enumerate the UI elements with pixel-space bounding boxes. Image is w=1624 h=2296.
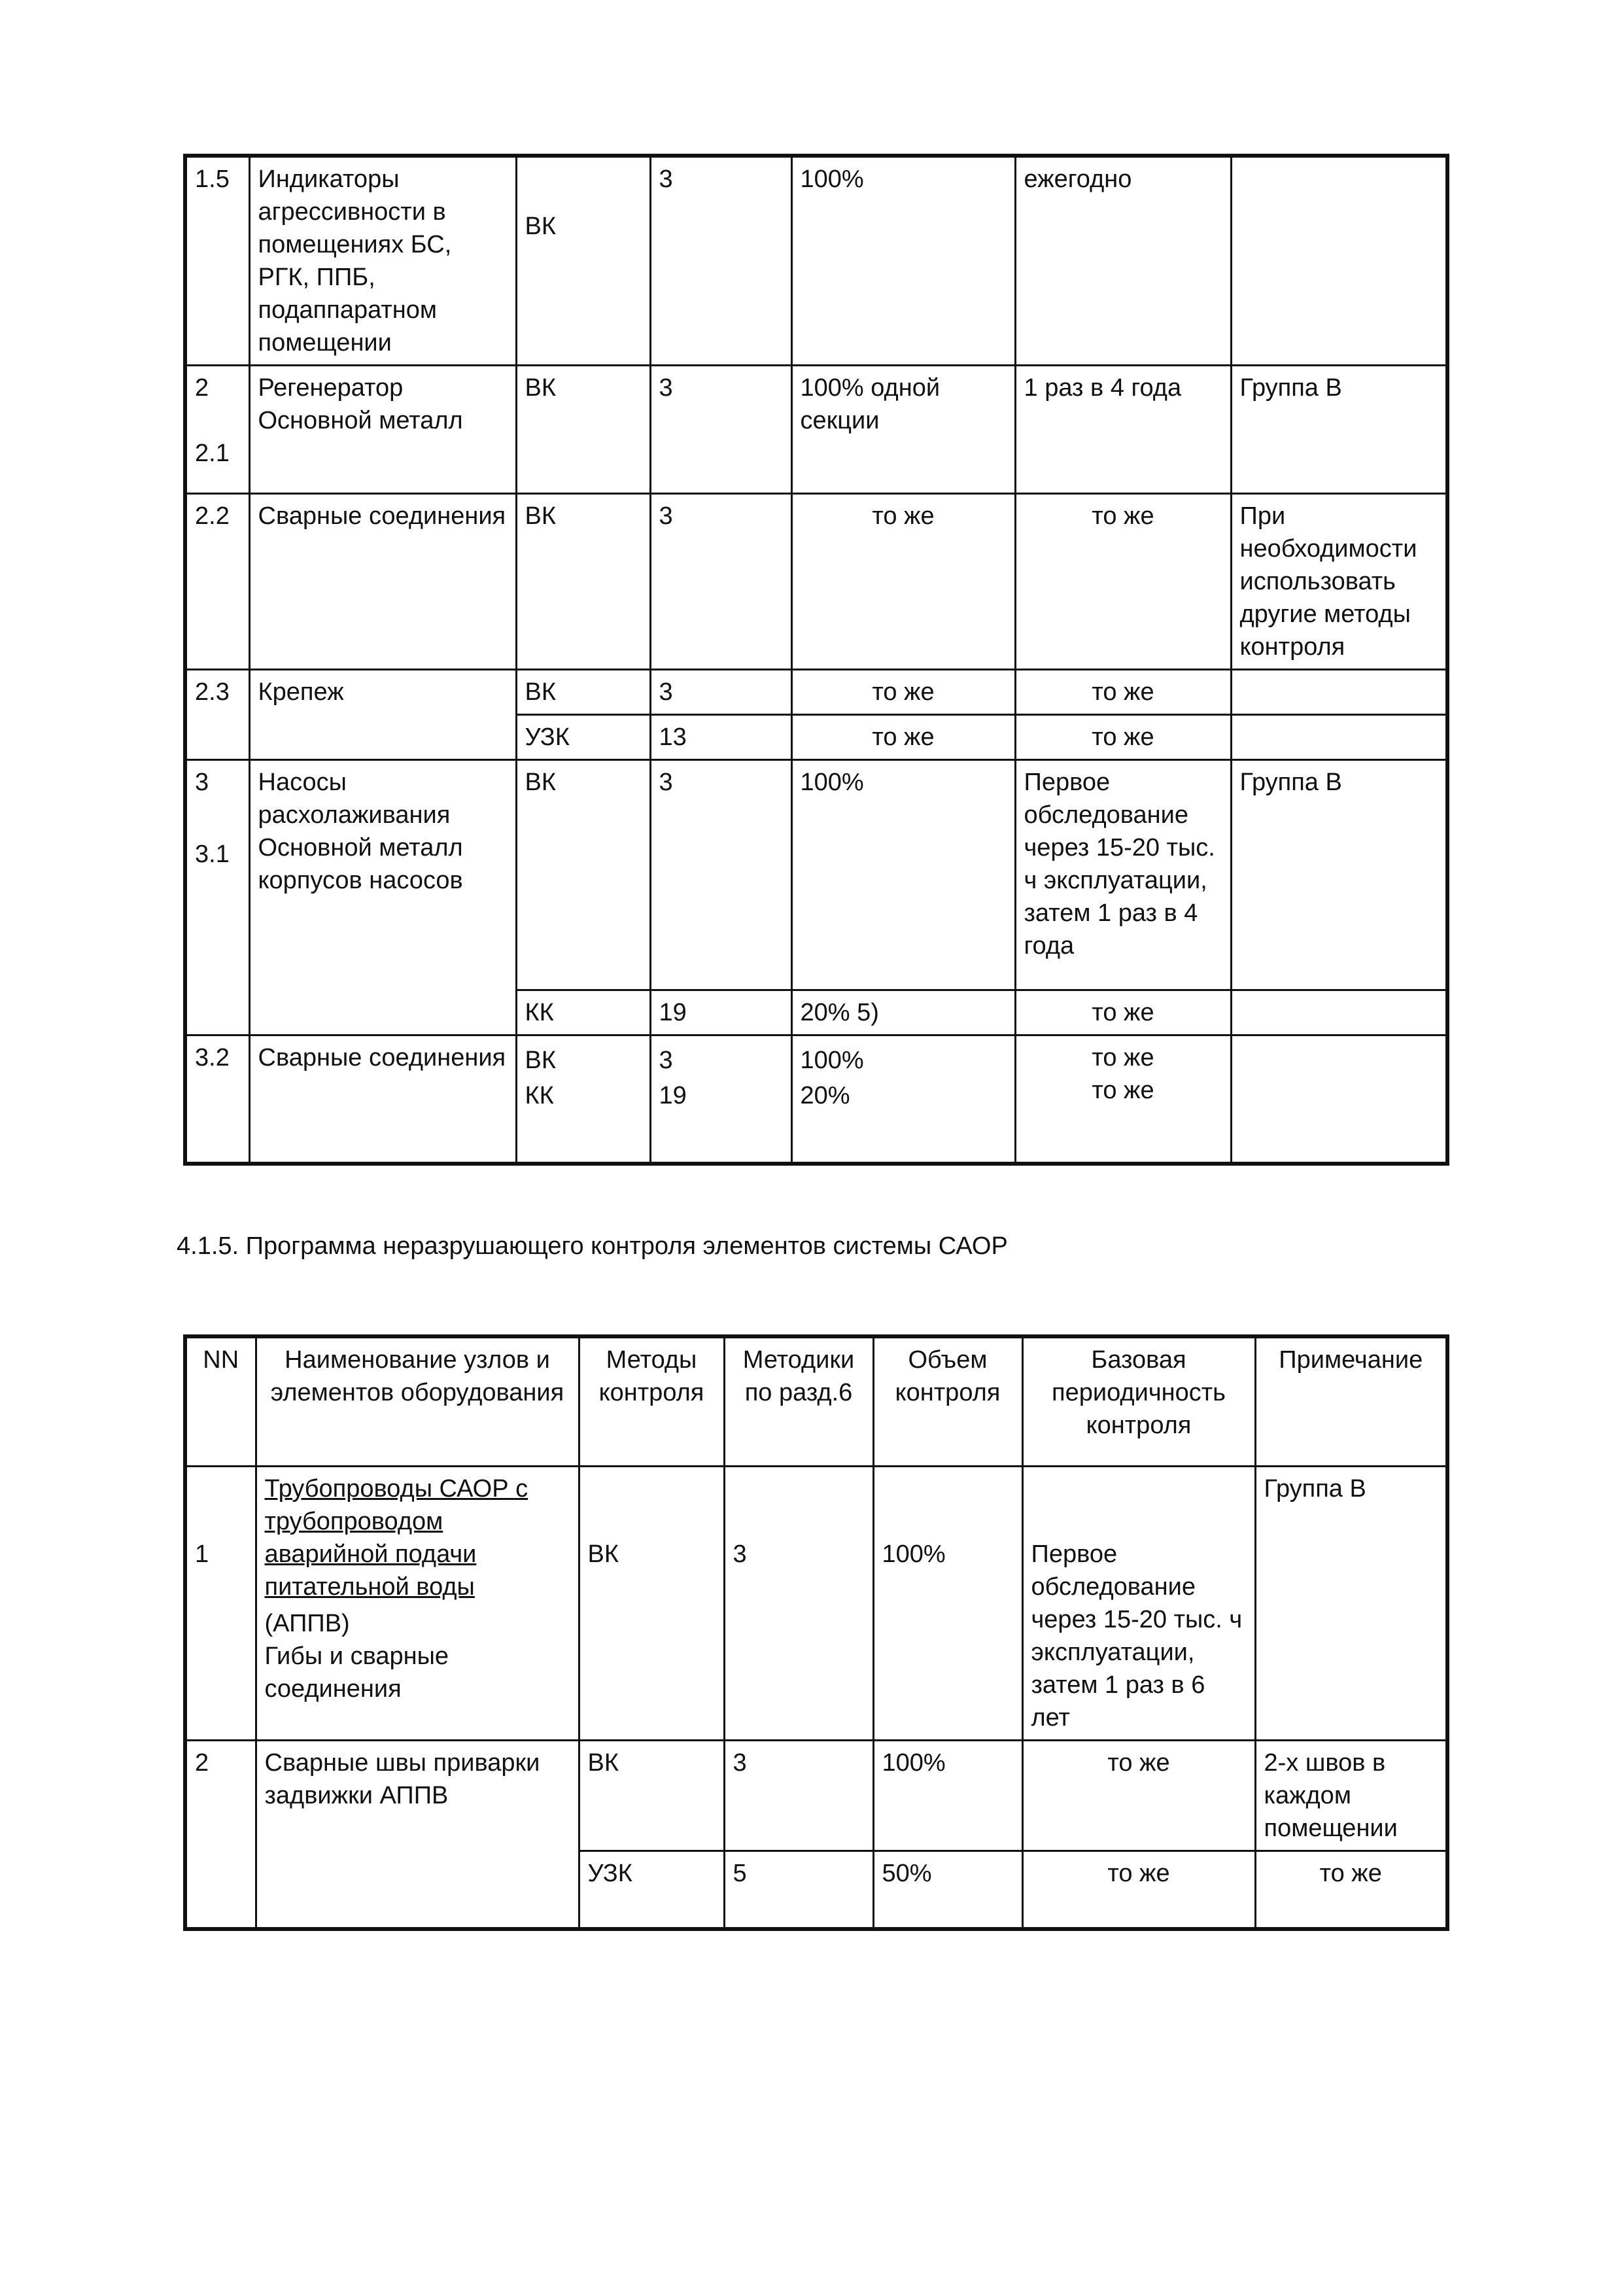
row-number: 1.5 xyxy=(185,156,249,366)
row-number-sub: 3.1 xyxy=(195,841,230,868)
method-cell: КК xyxy=(516,990,650,1035)
technique-value: 3 xyxy=(733,1540,747,1568)
period-cell: то же xyxy=(1022,1851,1255,1929)
period-value: Первое обследование через 15-20 тыс. ч эксплуатации, затем 1 раз в 6 лет xyxy=(1031,1540,1243,1731)
saor-control-table xyxy=(183,1334,1449,1931)
technique-cell: 3 xyxy=(650,366,791,494)
method-cell xyxy=(516,1035,650,1164)
method-cell: ВК xyxy=(516,494,650,670)
note-cell xyxy=(1231,670,1447,715)
technique-cell: 3 xyxy=(650,760,791,990)
row-number-main: 2 xyxy=(195,374,209,402)
row-number-value: 1 xyxy=(195,1540,209,1568)
element-name xyxy=(249,366,516,494)
row-number-sub: 2.1 xyxy=(195,440,230,467)
element-name: Сварные соединения xyxy=(249,1035,516,1164)
period-cell: то же xyxy=(1015,494,1231,670)
period-cell: Первое обследование через 15-20 тыс. ч эксплуатации, затем 1 раз в 4 года xyxy=(1015,760,1231,990)
period-cell: 1 раз в 4 года xyxy=(1015,366,1231,494)
method-cell: ВК xyxy=(579,1740,724,1851)
volume-value: 100% xyxy=(882,1540,946,1568)
technique-cell: 13 xyxy=(650,715,791,760)
technique-cell: 3 xyxy=(650,494,791,670)
element-name-main: Регенератор xyxy=(258,374,404,402)
volume-cell: 100% xyxy=(873,1740,1022,1851)
volume-value: 100% xyxy=(800,1047,864,1074)
element-name: Крепеж xyxy=(249,670,516,760)
section-title: 4.1.5. Программа неразрушающего контроля элементов системы САОР xyxy=(177,1232,1008,1260)
volume-cell: 50% xyxy=(873,1851,1022,1929)
note-cell: Группа В xyxy=(1231,760,1447,990)
technique-cell: 19 xyxy=(650,990,791,1035)
element-name-detail: Гибы и сварные соединения xyxy=(264,1642,449,1703)
technique-cell: 3 xyxy=(650,156,791,366)
volume-cell: то же xyxy=(791,670,1015,715)
technique-cell: 5 xyxy=(724,1851,873,1929)
method-cell: УЗК xyxy=(516,715,650,760)
element-name: Индикаторы агрессивности в помещениях БС, РГК, ППБ, подаппаратном помещении xyxy=(249,156,516,366)
element-name-sub: Основной металл xyxy=(258,407,463,434)
header-note: Примечание xyxy=(1255,1336,1447,1466)
row-number: 3.2 xyxy=(185,1035,249,1164)
note-cell xyxy=(1231,156,1447,366)
header-method: Методы контроля xyxy=(579,1336,724,1466)
note-cell: При необходимости использовать другие методы контроля xyxy=(1231,494,1447,670)
period-cell xyxy=(1022,1466,1255,1740)
table-row xyxy=(185,760,1447,990)
row-number xyxy=(185,1466,256,1740)
table-row xyxy=(185,1466,1447,1740)
period-value: то же xyxy=(1092,1044,1154,1071)
technique-cell: 3 xyxy=(650,670,791,715)
header-volume: Объем контроля xyxy=(873,1336,1022,1466)
method-cell: ВК xyxy=(516,670,650,715)
note-cell: 2-х швов в каждом помещении xyxy=(1255,1740,1447,1851)
note-cell: Группа В xyxy=(1231,366,1447,494)
note-cell: Группа В xyxy=(1255,1466,1447,1740)
method-cell: ВК xyxy=(516,366,650,494)
method-cell: УЗК xyxy=(579,1851,724,1929)
period-cell: ежегодно xyxy=(1015,156,1231,366)
volume-cell xyxy=(791,1035,1015,1164)
row-number: 2 xyxy=(185,1740,256,1929)
row-number xyxy=(185,366,249,494)
volume-cell: то же xyxy=(791,715,1015,760)
technique-cell xyxy=(650,1035,791,1164)
technique-cell: 3 xyxy=(724,1740,873,1851)
volume-cell: 20% 5) xyxy=(791,990,1015,1035)
table-row xyxy=(185,156,1447,366)
note-cell xyxy=(1231,990,1447,1035)
technique-cell xyxy=(724,1466,873,1740)
element-name-abbr: (АППВ) xyxy=(264,1609,350,1637)
header-technique: Методики по разд.6 xyxy=(724,1336,873,1466)
continuation-table xyxy=(183,154,1449,1166)
table-row xyxy=(185,366,1447,494)
volume-value: 20% xyxy=(800,1082,850,1109)
row-number xyxy=(185,760,249,1035)
volume-cell: 100% одной секции xyxy=(791,366,1015,494)
table-row xyxy=(185,494,1447,670)
table-row xyxy=(185,1035,1447,1164)
method-value: КК xyxy=(525,1082,554,1109)
volume-cell: 100% xyxy=(791,156,1015,366)
technique-value: 3 xyxy=(659,1047,673,1074)
table-row xyxy=(185,1740,1447,1851)
row-number: 2.3 xyxy=(185,670,249,760)
period-cell: то же xyxy=(1015,990,1231,1035)
element-name xyxy=(256,1466,579,1740)
method-cell: ВК xyxy=(516,760,650,990)
period-cell: то же xyxy=(1015,715,1231,760)
row-number: 2.2 xyxy=(185,494,249,670)
method-value: ВК xyxy=(587,1540,619,1568)
period-value: то же xyxy=(1092,1077,1154,1104)
row-number-main: 3 xyxy=(195,769,209,796)
technique-value: 19 xyxy=(659,1082,687,1109)
note-cell xyxy=(1231,715,1447,760)
period-cell: то же xyxy=(1022,1740,1255,1851)
header-name: Наименование узлов и элементов оборудования xyxy=(256,1336,579,1466)
header-period: Базовая периодичность контроля xyxy=(1022,1336,1255,1466)
element-name: Сварные швы приварки задвижки АППВ xyxy=(256,1740,579,1929)
note-cell xyxy=(1231,1035,1447,1164)
note-cell: то же xyxy=(1255,1851,1447,1929)
method-cell xyxy=(579,1466,724,1740)
method-value: ВК xyxy=(525,1047,556,1074)
period-cell: то же xyxy=(1015,670,1231,715)
header-nn: NN xyxy=(185,1336,256,1466)
volume-cell xyxy=(873,1466,1022,1740)
method-cell xyxy=(516,156,650,366)
element-name: Насосы расхолаживания Основной металл корпусов насосов xyxy=(249,760,516,1035)
table-header-row xyxy=(185,1336,1447,1466)
table-row xyxy=(185,670,1447,715)
volume-cell: 100% xyxy=(791,760,1015,990)
period-cell xyxy=(1015,1035,1231,1164)
volume-cell: то же xyxy=(791,494,1015,670)
method-value: ВК xyxy=(525,213,556,240)
element-name: Сварные соединения xyxy=(249,494,516,670)
element-name-underlined: Трубопроводы САОР с трубопроводом аварийной подачи питательной воды xyxy=(264,1474,528,1601)
